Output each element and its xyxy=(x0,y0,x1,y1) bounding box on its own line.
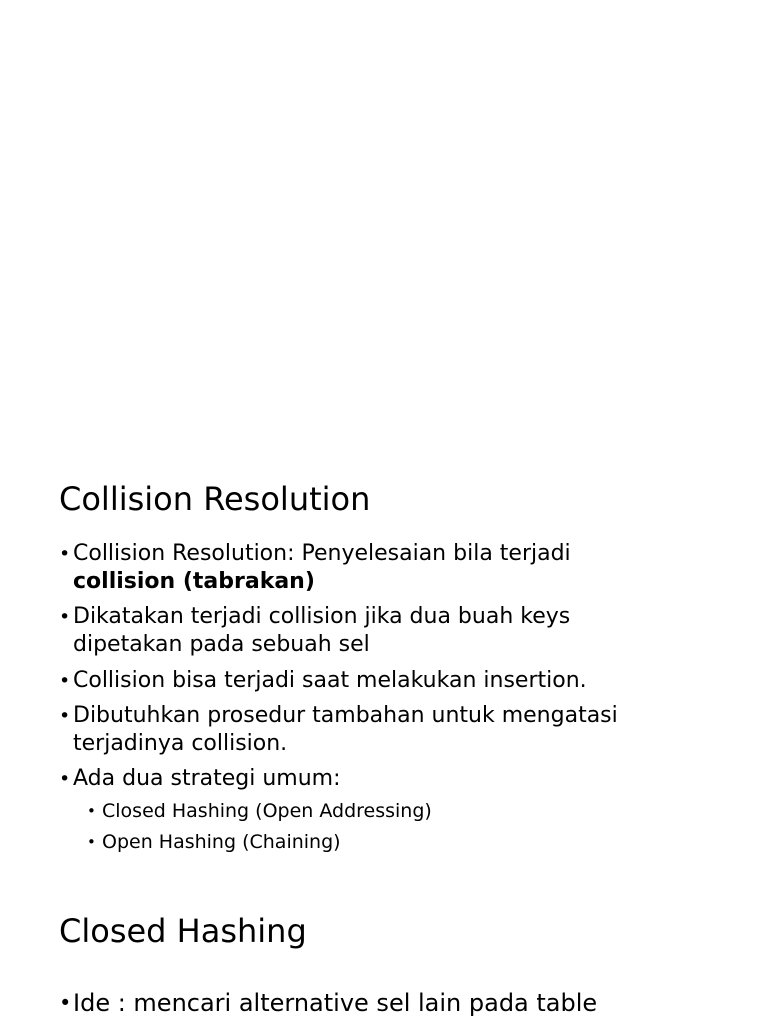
bullet-text-bold: collision (tabrakan) xyxy=(73,569,315,594)
bullet-item xyxy=(59,667,749,695)
bullet-text-line: Dibutuhkan prosedur tambahan untuk mengatasi xyxy=(73,703,618,728)
bullet-icon: • xyxy=(59,705,71,727)
bullet-text: Ide : mencari alternative sel lain pada table xyxy=(73,989,598,1017)
sub-bullet-text: Open Hashing (Chaining) xyxy=(102,831,341,853)
bullet-item xyxy=(59,540,749,596)
slide-title: Closed Hashing xyxy=(59,912,307,950)
bullet-text xyxy=(73,765,749,793)
bullet-item xyxy=(59,988,759,1018)
bullet-text-line: Collision bisa terjadi saat melakukan insertion. xyxy=(73,668,587,693)
sub-bullet-item xyxy=(87,799,747,823)
bullet-text-line: dipetakan pada sebuah sel xyxy=(73,632,370,657)
bullet-icon: • xyxy=(59,543,71,565)
bullet-icon: • xyxy=(59,991,72,1015)
bullet-text-line: Collision Resolution: Penyelesaian bila terjadi xyxy=(73,541,571,566)
bullet-icon: • xyxy=(59,606,71,628)
bullet-item xyxy=(59,702,749,758)
bullet-text-line: terjadinya collision. xyxy=(73,731,288,756)
bullet-text xyxy=(73,667,749,695)
sub-bullet-text: Closed Hashing (Open Addressing) xyxy=(102,800,432,822)
bullet-icon: • xyxy=(59,768,71,790)
bullet-icon: • xyxy=(87,833,96,851)
bullet-text xyxy=(73,540,749,596)
bullet-item xyxy=(59,765,749,793)
bullet-text xyxy=(73,603,749,659)
bullet-text xyxy=(73,702,749,758)
slide-title: Collision Resolution xyxy=(59,480,371,518)
bullet-icon: • xyxy=(59,670,71,692)
bullet-item xyxy=(59,603,749,659)
bullet-icon: • xyxy=(87,802,96,820)
sub-bullet-item xyxy=(87,830,747,854)
bullet-text-line: Ada dua strategi umum: xyxy=(73,766,341,791)
bullet-text-line: Dikatakan terjadi collision jika dua buah keys xyxy=(73,604,571,629)
